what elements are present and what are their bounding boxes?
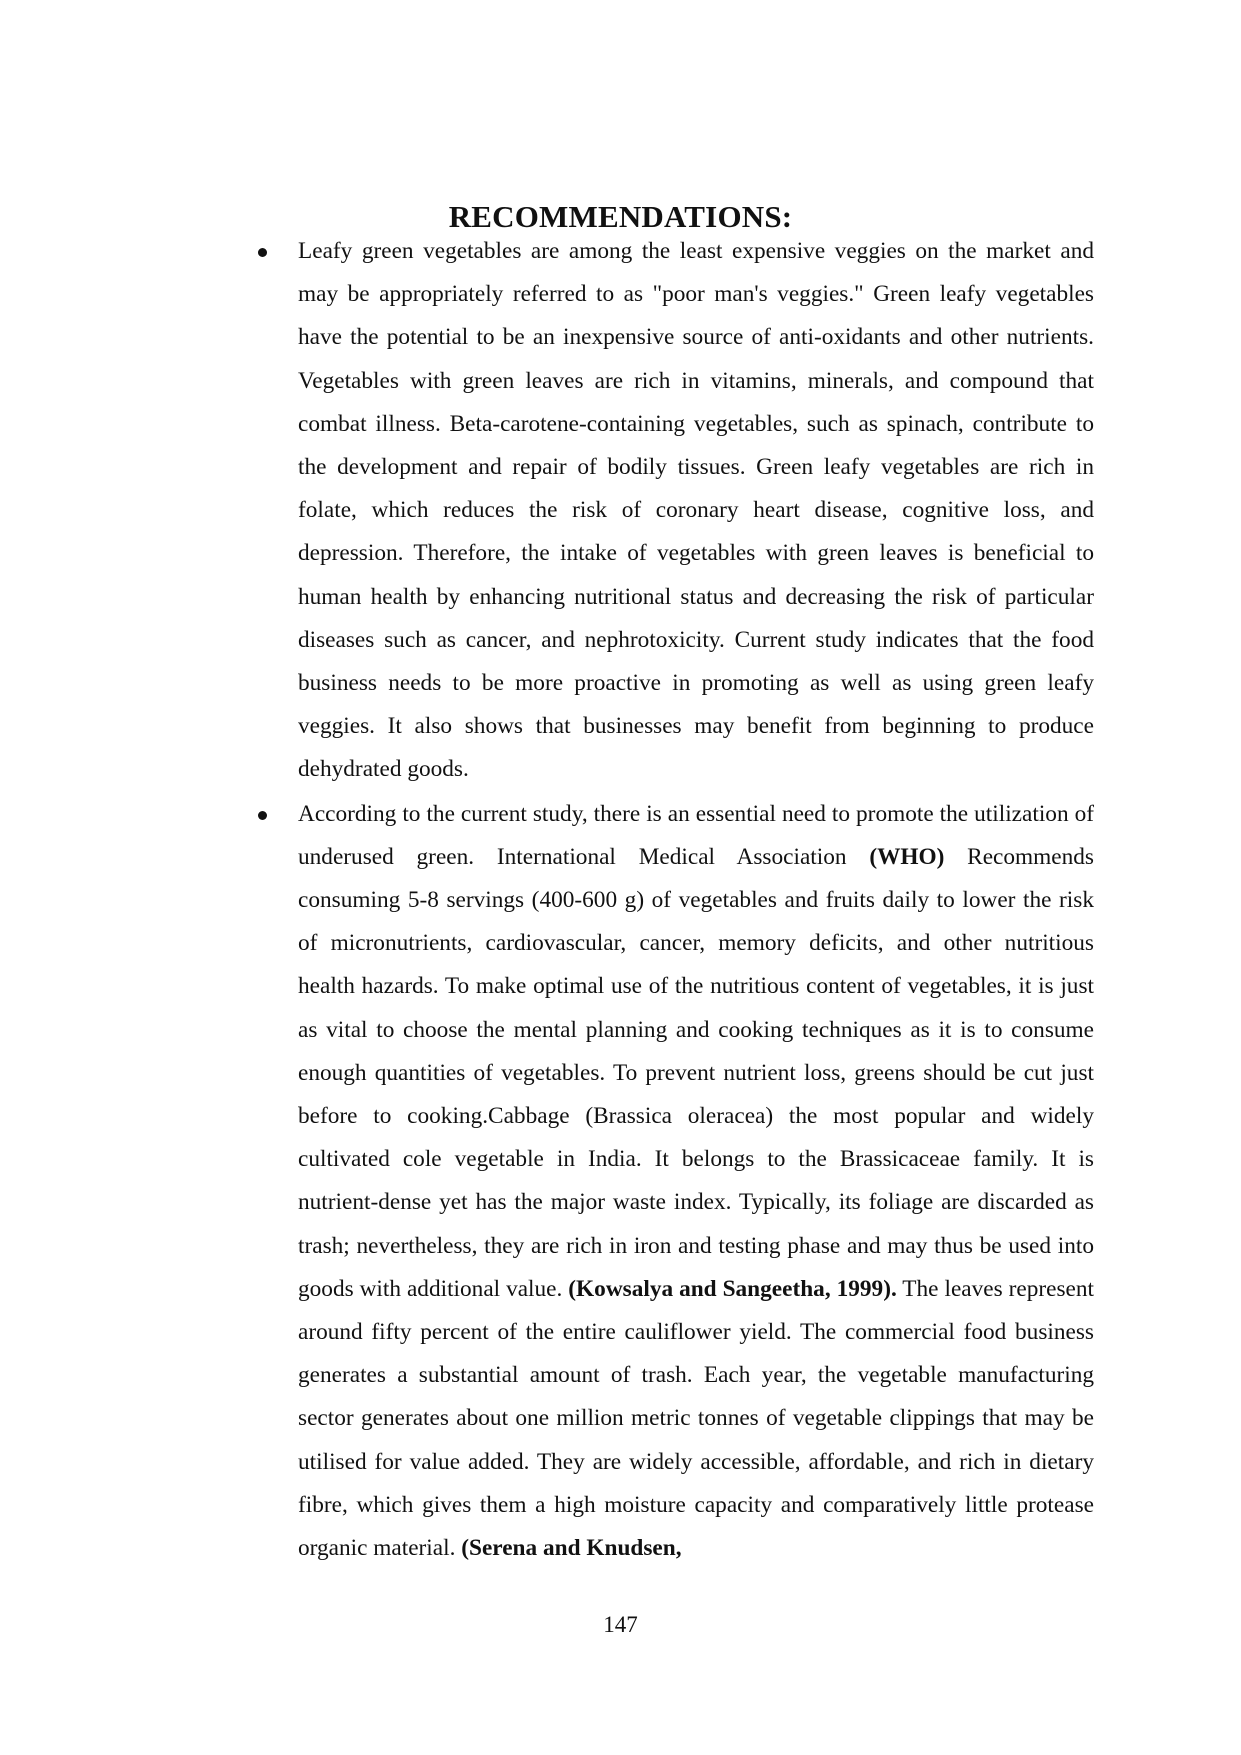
bullet-icon — [258, 248, 267, 257]
bullet-icon — [258, 811, 267, 820]
recommendations-list — [0, 230, 1241, 1571]
paragraph-text: The leaves represent around fifty percent of the entire cauliflower yield. The commercial food business generates a substantial amount of trash. Each year, the vegetable manufacturing sector generates about one million metric tonnes of vegetable clippings that may be utilised for value added. They are widely accessible, affordable, and rich in dietary fibre, which gives them a high moisture capacity and comparatively little protease organic material. — [298, 1275, 1094, 1562]
paragraph-text: According to the current study, there is an essential need to promote the utilization of underused green. International Medical Association — [298, 800, 1094, 870]
paragraph-text: Leafy green vegetables are among the least expensive veggies on the market and may be appropriately referred to as "poor man's veggies." Green leafy vegetables have the potential to be an inexpensive source of anti-oxidants and other nutrients. Vegetables with green leaves are rich in vitamins, minerals, and compound that combat illness. Beta-carotene-containing vegetables, such as spinach, contribute to the development and repair of bodily tissues. Green leafy vegetables are rich in folate, which reduces the risk of coronary heart disease, cognitive loss, and depression. Therefore, the intake of vegetables with green leaves is beneficial to human health by enhancing nutritional status and decreasing the risk of particular diseases such as cancer, and nephrotoxicity. Current study indicates that the food business needs to be more proactive in promoting as well as using green leafy veggies. It also shows that businesses may benefit from beginning to produce dehydrated goods. — [298, 238, 1094, 783]
paragraph-text: Recommends consuming 5-8 servings (400-600 g) of vegetables and fruits daily to lower the risk of micronutrients, cardiovascular, cancer, memory deficits, and other nutritious health hazards. To make optimal use of the nutritious content of vegetables, it is just as vital to choose the mental planning and cooking techniques as it is to consume enough quantities of vegetables. To prevent nutrient loss, greens should be cut just before to cooking.Cabbage (Brassica oleracea) the most popular and widely cultivated cole vegetable in India. It belongs to the Brassicaceae family. It is nutrient-dense yet has the major waste index. Typically, its foliage are discarded as trash; nevertheless, they are rich in iron and testing phase and may thus be used into goods with additional value. — [298, 843, 1094, 1302]
citation-serena: (Serena and Knudsen, — [461, 1535, 682, 1562]
list-item — [0, 793, 1094, 1571]
list-item — [0, 230, 1094, 792]
page-number: 147 — [603, 1612, 638, 1637]
citation-kowsalya: (Kowsalya and Sangeetha, 1999). — [568, 1275, 897, 1302]
citation-who: (WHO) — [869, 843, 945, 870]
page-title: RECOMMENDATIONS: — [448, 198, 793, 234]
